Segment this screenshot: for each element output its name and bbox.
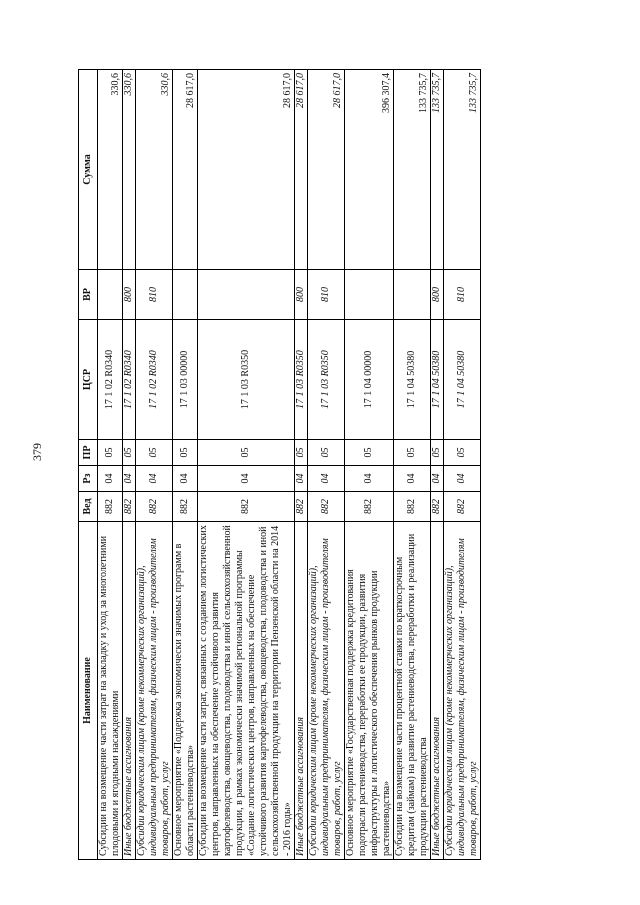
cell-vr: 810 xyxy=(444,270,481,320)
cell-name: Субсидии на возмещение части процентной ставки по краткосрочным кредитам (займам) на развитие растениеводства, переработки и реализации продукции растениеводства xyxy=(394,522,431,860)
table-row xyxy=(98,70,123,860)
cell-ved: 882 xyxy=(295,492,308,522)
cell-rz: 04 xyxy=(123,466,136,492)
cell-csr: 17 1 03 00000 xyxy=(173,320,198,440)
cell-pr: 05 xyxy=(308,440,345,466)
cell-sum: 330,6 xyxy=(123,70,136,270)
cell-name: Иные бюджетные ассигнования xyxy=(431,522,444,860)
cell-name: Субсидии на возмещение части затрат, связанных с созданием логистических центров, направленных на обеспечение устойчивого развития картофелеводства, овощеводства, плодоводства и иной сельскохозяйственной продукции, в рамках экономически значимой региональной программы «Создание логистических центров, направленных на обеспечение устойчивого развития картофелеводства, овощеводства, плодоводства и иной сельскохозяйственной продукции на территории Пензенской области на 2014 - 2016 годы» xyxy=(198,522,295,860)
cell-vr: 810 xyxy=(308,270,345,320)
cell-rz: 04 xyxy=(394,466,431,492)
cell-vr xyxy=(345,270,394,320)
cell-ved: 882 xyxy=(136,492,173,522)
table-row xyxy=(136,70,173,860)
cell-sum: 330,6 xyxy=(136,70,173,270)
table-row xyxy=(444,70,481,860)
header-pr: ПР xyxy=(79,440,98,466)
cell-csr: 17 1 03 R0350 xyxy=(198,320,295,440)
cell-csr: 17 1 04 00000 xyxy=(345,320,394,440)
cell-sum: 28 617,0 xyxy=(295,70,308,270)
cell-name: Основное мероприятие «Поддержка экономически значимых программ в области растениеводства» xyxy=(173,522,198,860)
cell-name: Основное мероприятие «Государственная поддержка кредитования подотрасли растениеводства, переработки ее продукции, развития инфраструктуры и логистического обеспечения рынков продукции растениеводства» xyxy=(345,522,394,860)
header-ved: Вед xyxy=(79,492,98,522)
cell-sum: 330,6 xyxy=(98,70,123,270)
cell-pr: 05 xyxy=(444,440,481,466)
cell-ved: 882 xyxy=(308,492,345,522)
cell-sum: 133 735,7 xyxy=(394,70,431,270)
cell-csr: 17 1 02 R0340 xyxy=(136,320,173,440)
cell-rz: 04 xyxy=(308,466,345,492)
cell-vr: 800 xyxy=(295,270,308,320)
header-name: Наименование xyxy=(79,522,98,860)
header-sum: Сумма xyxy=(79,70,98,270)
page-number: 379 xyxy=(30,443,44,461)
cell-name: Субсидии юридическим лицам (кроме некоммерческих организаций), индивидуальным предпринимателям, физическим лицам - производителям товаров, работ, услуг xyxy=(444,522,481,860)
cell-pr: 05 xyxy=(394,440,431,466)
cell-rz: 04 xyxy=(98,466,123,492)
cell-ved: 882 xyxy=(173,492,198,522)
cell-sum: 28 617,0 xyxy=(308,70,345,270)
table-row xyxy=(123,70,136,860)
cell-rz: 04 xyxy=(345,466,394,492)
cell-vr xyxy=(173,270,198,320)
cell-csr: 17 1 04 50380 xyxy=(394,320,431,440)
cell-sum: 28 617,0 xyxy=(198,70,295,270)
cell-vr: 800 xyxy=(431,270,444,320)
cell-sum: 133 735,7 xyxy=(444,70,481,270)
cell-csr: 17 1 02 R0340 xyxy=(123,320,136,440)
header-csr: ЦСР xyxy=(79,320,98,440)
cell-ved: 882 xyxy=(123,492,136,522)
cell-rz: 04 xyxy=(173,466,198,492)
budget-table xyxy=(78,69,481,860)
cell-sum: 28 617,0 xyxy=(173,70,198,270)
cell-pr: 05 xyxy=(198,440,295,466)
cell-ved: 882 xyxy=(394,492,431,522)
cell-pr: 05 xyxy=(173,440,198,466)
cell-vr: 810 xyxy=(136,270,173,320)
cell-vr xyxy=(394,270,431,320)
rotated-table-container xyxy=(78,70,593,860)
cell-rz: 04 xyxy=(295,466,308,492)
cell-vr xyxy=(98,270,123,320)
cell-rz: 04 xyxy=(198,466,295,492)
cell-name: Субсидии юридическим лицам (кроме некоммерческих организаций), индивидуальным предпринимателям, физическим лицам - производителям товаров, работ, услуг xyxy=(136,522,173,860)
table-row xyxy=(431,70,444,860)
cell-name: Иные бюджетные ассигнования xyxy=(123,522,136,860)
cell-name: Субсидии юридическим лицам (кроме некоммерческих организаций), индивидуальным предпринимателям, физическим лицам - производителям товаров, работ, услуг xyxy=(308,522,345,860)
table-row xyxy=(173,70,198,860)
cell-ved: 882 xyxy=(444,492,481,522)
table-row xyxy=(394,70,431,860)
table-row xyxy=(308,70,345,860)
cell-ved: 882 xyxy=(345,492,394,522)
cell-ved: 882 xyxy=(98,492,123,522)
cell-vr: 800 xyxy=(123,270,136,320)
cell-rz: 04 xyxy=(136,466,173,492)
cell-sum: 396 307,4 xyxy=(345,70,394,270)
cell-pr: 05 xyxy=(295,440,308,466)
table-row xyxy=(198,70,295,860)
cell-rz: 04 xyxy=(444,466,481,492)
cell-csr: 17 1 02 R0340 xyxy=(98,320,123,440)
cell-pr: 05 xyxy=(431,440,444,466)
cell-name: Иные бюджетные ассигнования xyxy=(295,522,308,860)
cell-csr: 17 1 04 50380 xyxy=(431,320,444,440)
cell-ved: 882 xyxy=(198,492,295,522)
cell-ved: 882 xyxy=(431,492,444,522)
cell-csr: 17 1 03 R0350 xyxy=(295,320,308,440)
header-vr: ВР xyxy=(79,270,98,320)
cell-sum: 133 735,7 xyxy=(431,70,444,270)
table-header-row xyxy=(79,70,98,860)
cell-csr: 17 1 04 50380 xyxy=(444,320,481,440)
cell-rz: 04 xyxy=(431,466,444,492)
cell-vr xyxy=(198,270,295,320)
cell-name: Субсидии на возмещение части затрат на закладку и уход за многолетними плодовыми и ягодными насаждениями xyxy=(98,522,123,860)
cell-pr: 05 xyxy=(345,440,394,466)
cell-pr: 05 xyxy=(123,440,136,466)
cell-csr: 17 1 03 R0350 xyxy=(308,320,345,440)
table-row xyxy=(295,70,308,860)
cell-pr: 05 xyxy=(98,440,123,466)
cell-pr: 05 xyxy=(136,440,173,466)
table-row xyxy=(345,70,394,860)
header-rz: Рз xyxy=(79,466,98,492)
